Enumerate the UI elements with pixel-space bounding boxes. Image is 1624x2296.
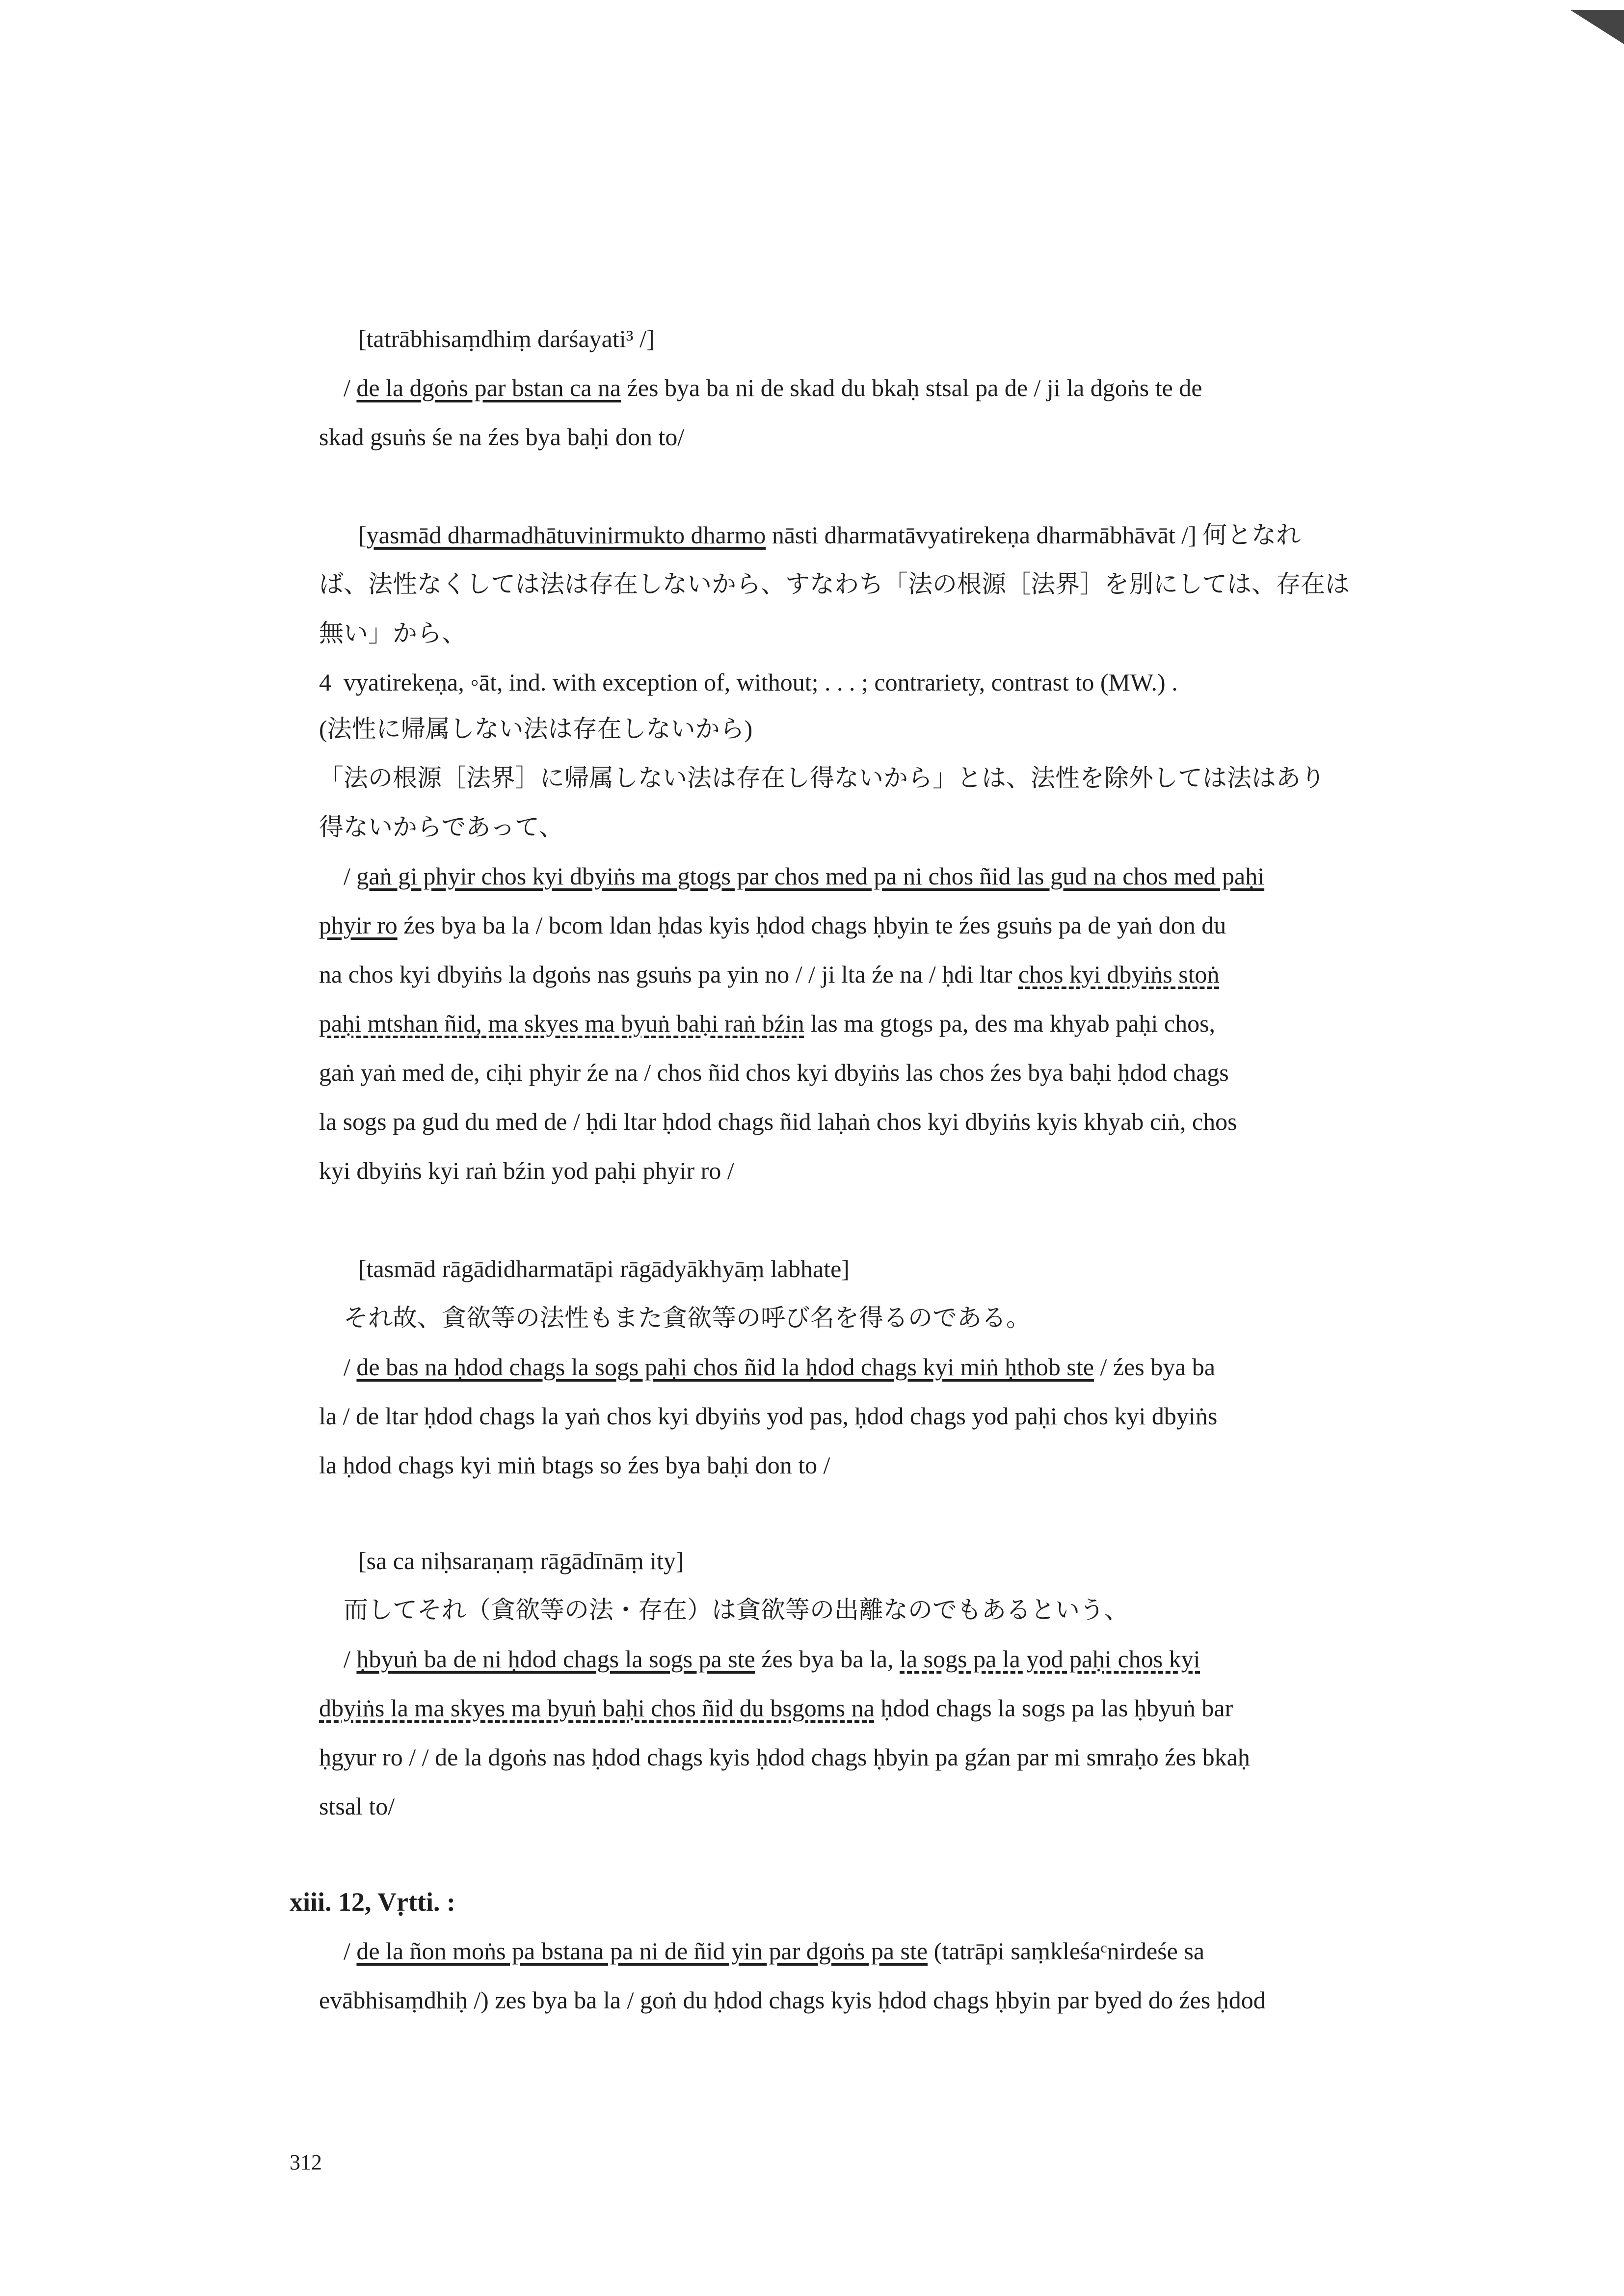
tibetan-line — [319, 1058, 1458, 1087]
text-span: (法性に帰属しない法は存在しないから) — [319, 715, 753, 743]
text-span: źes bya ba la / bcom ldan ḥdas kyis ḥdod chags ḥbyin te źes gsuṅs pa de yaṅ don du — [397, 911, 1226, 939]
text-span: それ故、貪欲等の法性もまた貪欲等の呼び名を得るのである。 — [344, 1304, 1031, 1332]
tibetan-line — [319, 960, 1458, 989]
japanese-line — [319, 569, 1458, 599]
text-span: skad gsuṅs śe na źes bya baḥi don to/ — [319, 423, 685, 451]
tibetan-line — [344, 373, 1482, 402]
japanese-line — [344, 1303, 1482, 1333]
underlined-phrase: de la ñon moṅs pa bstana pa ni de ñid yin par dgoṅs pa ste — [356, 1937, 928, 1965]
text-span: las ma gtogs pa, des ma khyab paḥi chos, — [804, 1010, 1216, 1037]
japanese-line — [319, 812, 1458, 842]
text-span: [ — [358, 521, 367, 549]
text-span: / źes bya ba — [1093, 1353, 1216, 1381]
text-span: ḥgyur ro / / de la dgoṅs nas ḥdod chags kyis ḥdod chags ḥbyin pa gźan par mi smraḥo źes bkaḥ — [319, 1743, 1250, 1771]
text-span: la sogs pa gud du med de / ḥdi ltar ḥdod chags ñid laḥaṅ chos kyi dbyiṅs kyis khyab ciṅ, chos — [319, 1108, 1237, 1135]
underlined-phrase: ḥbyuṅ ba de ni ḥdod chags la sogs pa ste — [356, 1645, 755, 1673]
text-span: stsal to/ — [319, 1792, 395, 1820]
text-span: źes bya ba la, — [755, 1645, 900, 1673]
sanskrit-line — [358, 324, 1497, 353]
tibetan-line — [319, 422, 1458, 452]
page-number: 312 — [290, 2150, 322, 2174]
text-span: la / de ltar ḥdod chags la yaṅ chos kyi dbyiṅs yod pas, ḥdod chags yod paḥi chos kyi dbyiṅs — [319, 1402, 1218, 1430]
text-span: / — [344, 1937, 357, 1965]
text-span: nāsti dharmatāvyatirekeṇa dharmābhāvāt /] 何となれ — [766, 521, 1301, 549]
tibetan-line — [319, 1742, 1458, 1772]
tibetan-line — [319, 910, 1458, 940]
scan-corner-mark — [1570, 10, 1624, 44]
tibetan-line — [344, 1936, 1482, 1966]
tibetan-line — [319, 1107, 1458, 1136]
underlined-phrase: dbyiṅs la ma skyes ma byuṅ baḥi chos ñid du bsgoms na — [319, 1694, 875, 1722]
underlined-phrase: yasmād dharmadhātuvinirmukto dharmo — [366, 521, 766, 549]
text-span: kyi dbyiṅs kyi raṅ bźin yod paḥi phyir ro / — [319, 1157, 734, 1184]
text-span: / — [344, 1353, 357, 1381]
text-span: ば、法性なくしては法は存在しないから、すなわち「法の根源［法界］を別にしては、存在は — [319, 570, 1350, 598]
text-span: [sa ca niḥsaraṇaṃ rāgādīnāṃ ity] — [358, 1547, 684, 1575]
underlined-phrase: phyir ro — [319, 911, 398, 939]
tibetan-line — [344, 1352, 1482, 1382]
tibetan-line — [319, 1450, 1458, 1480]
text-span: 「法の根源［法界］に帰属しない法は存在し得ないから」とは、法性を除外しては法はあり — [319, 764, 1325, 792]
text-span: 4 vyatirekeṇa, ◦āt, ind. with exception of, without; . . . ; contrariety, contrast to (MW.) . — [319, 668, 1178, 696]
text-span: 無い」から、 — [319, 619, 466, 647]
tibetan-line — [319, 1401, 1458, 1431]
text-span: [tasmād rāgādidharmatāpi rāgādyākhyāṃ labhate] — [358, 1255, 850, 1282]
japanese-line — [319, 618, 1458, 648]
japanese-line — [344, 1595, 1482, 1625]
text-span: ḥdod chags la sogs pa las ḥbyuṅ bar — [874, 1694, 1233, 1722]
tibetan-line — [319, 1985, 1458, 2015]
underlined-phrase: chos kyi dbyiṅs stoṅ — [1018, 961, 1220, 988]
text-span: / — [344, 1645, 357, 1673]
text-span: (tatrāpi saṃkleśaᶜnirdeśe sa — [928, 1937, 1205, 1965]
text-span: [tatrābhisaṃdhiṃ darśayati³ /] — [358, 325, 655, 352]
text-span: evābhisaṃdhiḥ /) zes bya ba la / goṅ du ḥdod chags kyis ḥdod chags ḥbyin par byed do źes ḥdod — [319, 1986, 1266, 2014]
text-span: / — [344, 862, 357, 890]
footnote-line — [319, 667, 1458, 697]
underlined-phrase: gaṅ gi phyir chos kyi dbyiṅs ma gtogs par chos med pa ni chos ñid las gud na chos med paḥi — [356, 862, 1265, 890]
underlined-phrase: de la dgoṅs par bstan ca na — [356, 374, 621, 401]
sanskrit-line — [358, 1254, 1497, 1283]
underlined-phrase: de bas na ḥdod chags la sogs paḥi chos ñid la ḥdod chags kyi miṅ ḥthob ste — [356, 1353, 1094, 1381]
tibetan-line — [319, 1009, 1458, 1038]
japanese-line — [319, 763, 1458, 793]
text-span: na chos kyi dbyiṅs la dgoṅs nas gsuṅs pa yin no / / ji lta źe na / ḥdi ltar — [319, 961, 1018, 988]
tibetan-line — [319, 1156, 1458, 1185]
tibetan-line — [344, 1644, 1482, 1674]
underlined-phrase: paḥi mtshan ñid, ma skyes ma byuṅ baḥi raṅ bźin — [319, 1010, 804, 1037]
text-span: 而してそれ（貪欲等の法・存在）は貪欲等の出離なのでもあるという、 — [344, 1596, 1129, 1624]
text-span: / — [344, 374, 357, 401]
tibetan-line — [319, 1791, 1458, 1821]
tibetan-line — [344, 861, 1482, 891]
text-span: 得ないからであって、 — [319, 813, 563, 841]
sanskrit-line — [358, 520, 1497, 550]
text-span: xiii. 12, Vṛtti. : — [290, 1887, 455, 1917]
text-span: la ḥdod chags kyi miṅ btags so źes bya baḥi don to / — [319, 1451, 830, 1479]
text-span: źes bya ba ni de skad du bkaḥ stsal pa de / ji la dgoṅs te de — [621, 374, 1202, 401]
sanskrit-line — [358, 1546, 1497, 1575]
section-heading — [290, 1887, 1428, 1917]
tibetan-line — [319, 1693, 1458, 1723]
text-span: gaṅ yaṅ med de, ciḥi phyir źe na / chos ñid chos kyi dbyiṅs las chos źes bya baḥi ḥdod chags — [319, 1059, 1229, 1086]
underlined-phrase: la sogs pa la yod paḥi chos kyi — [900, 1645, 1200, 1673]
japanese-line — [319, 714, 1458, 744]
